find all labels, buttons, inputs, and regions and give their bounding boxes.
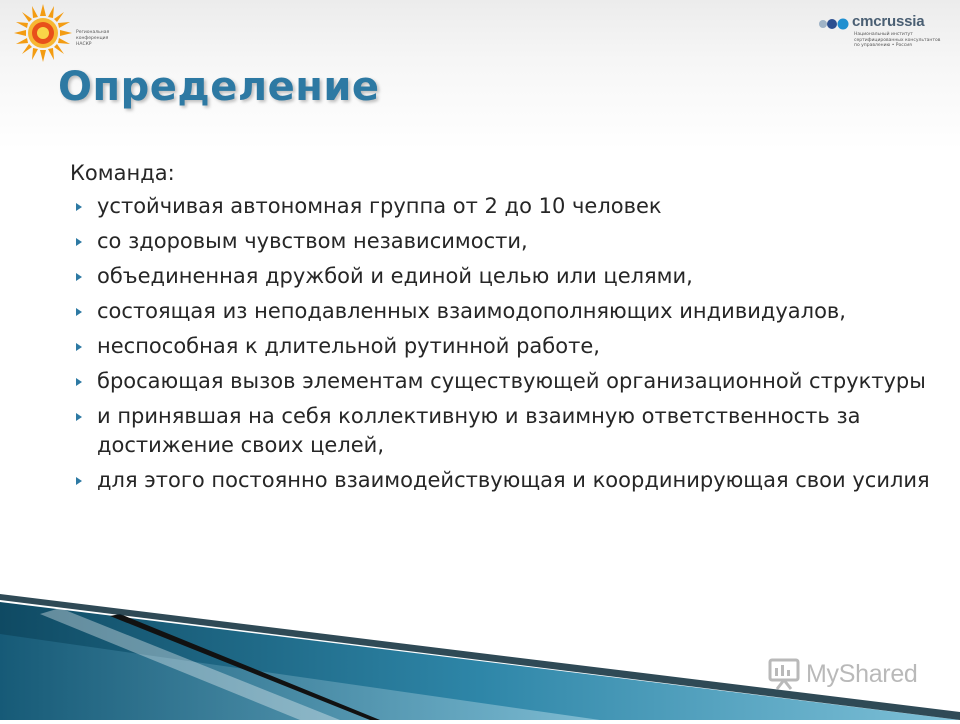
triangle-bullet-icon: [76, 413, 82, 421]
triangle-bullet-icon: [76, 273, 82, 281]
conference-caption: [76, 30, 136, 48]
bullet-item: [70, 227, 930, 256]
bullet-item: [70, 402, 930, 460]
bullet-text: и принявшая на себя коллективную и взаимную ответственность за достижение своих целей,: [97, 404, 861, 457]
watermark: [768, 658, 928, 692]
bullet-text: состоящая из неподавленных взаимодополняющих индивидуалов,: [97, 299, 846, 323]
bullet-item: [70, 297, 930, 326]
triangle-bullet-icon: [76, 308, 82, 316]
triangle-bullet-icon: [76, 343, 82, 351]
conference-caption-line: НАСКР: [76, 42, 92, 47]
triangle-bullet-icon: [76, 378, 82, 386]
cmc-dots-icon: [818, 16, 852, 30]
bullet-text: для этого постоянно взаимодействующая и координирующая свои усилия: [97, 468, 930, 492]
cmc-caption-line: Национальный институт: [854, 32, 913, 37]
bullet-item: [70, 367, 930, 396]
bullet-text: бросающая вызов элементам существующей организационной структуры: [97, 369, 926, 393]
bullet-list: [70, 192, 930, 501]
bullet-item: [70, 466, 930, 495]
bullet-text: объединенная дружбой и единой целью или целями,: [97, 264, 693, 288]
bullet-text: устойчивая автономная группа от 2 до 10 человек: [97, 194, 662, 218]
conference-caption-line: конференция: [76, 36, 109, 41]
triangle-bullet-icon: [76, 238, 82, 246]
bullet-item: [70, 192, 930, 221]
slide-title: Определение: [58, 64, 380, 110]
cmc-caption: [854, 32, 944, 49]
watermark-text: MyShared: [806, 660, 918, 688]
triangle-bullet-icon: [76, 203, 82, 211]
conference-caption-line: Региональная: [76, 30, 110, 35]
sun-logo-icon: [14, 4, 72, 62]
presentation-board-icon: [768, 658, 800, 690]
cmc-logo: [818, 12, 941, 52]
cmc-name: cmcrussia: [852, 13, 925, 30]
cmc-caption-line: по управлению • Россия: [854, 43, 912, 48]
intro-text: Команда:: [70, 161, 175, 185]
triangle-bullet-icon: [76, 477, 82, 485]
bullet-text: со здоровым чувством независимости,: [97, 229, 528, 253]
cmc-caption-line: сертифицированных консультантов: [854, 37, 941, 43]
bullet-text: неспособная к длительной рутинной работе,: [97, 334, 600, 358]
bullet-item: [70, 332, 930, 361]
bottom-decoration: [0, 594, 960, 720]
bullet-item: [70, 262, 930, 291]
